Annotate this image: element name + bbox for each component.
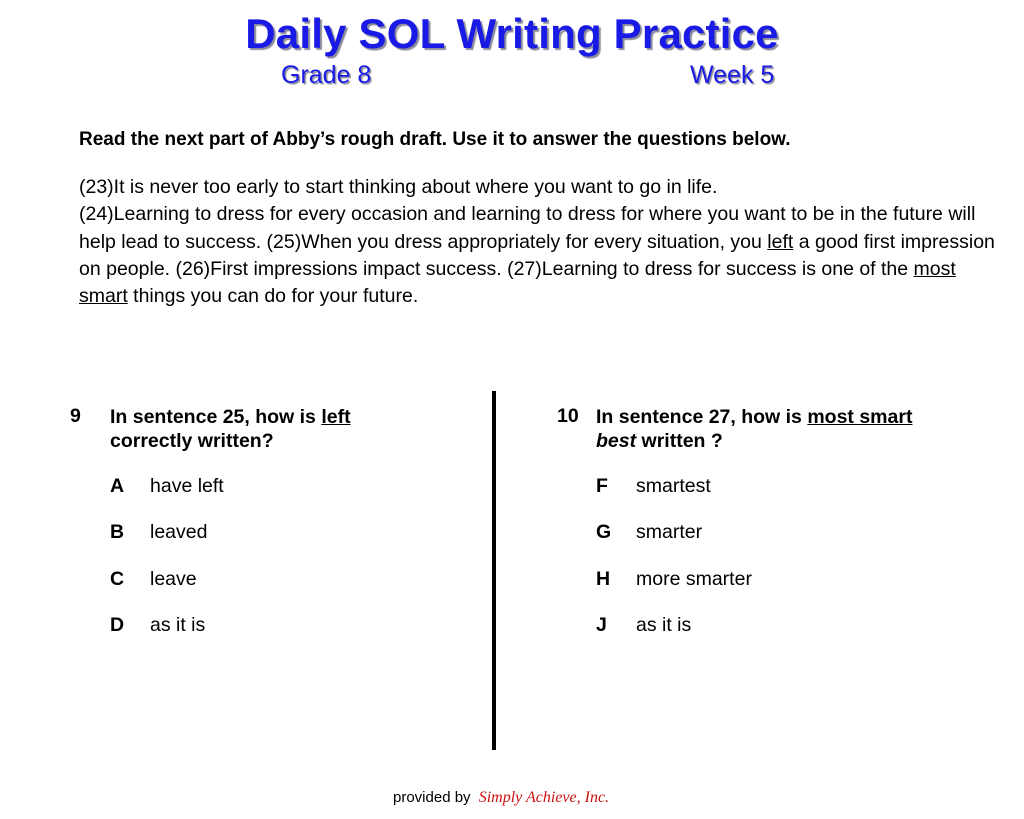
choice-text: leave [150, 568, 197, 590]
stem-text: correctly written? [110, 430, 274, 452]
rough-draft-passage [79, 174, 999, 310]
choice-letter: G [596, 521, 612, 543]
stem-underlined: left [321, 406, 351, 428]
passage-text: a good first impression on people. (26)First impressions impact success. (27)Learning to dress for success is one of the [79, 230, 995, 280]
instructions: Read the next part of Abby’s rough draft. Use it to answer the questions below. [79, 129, 791, 150]
choice-text: as it is [636, 614, 692, 636]
choice-text: as it is [150, 614, 206, 636]
stem-italic: best [596, 430, 637, 452]
provided-by-label: provided by [393, 789, 471, 806]
stem-text: In sentence 27, how is [596, 406, 808, 428]
question-stem [596, 405, 996, 453]
choice-letter: D [110, 614, 125, 636]
stem-underlined: most smart [807, 406, 913, 428]
week-label: Week 5 [690, 61, 775, 89]
choice-text: have left [150, 475, 224, 497]
question-number: 9 [70, 405, 81, 427]
choice-letter: B [110, 521, 125, 543]
brand-name: Simply Achieve, Inc. [478, 789, 610, 806]
passage-underlined-left: left [767, 230, 794, 253]
choice-text: smarter [636, 521, 703, 543]
choice-letter: F [596, 475, 608, 497]
choice-text: leaved [150, 521, 208, 543]
passage-text: (24)Learning to dress for every occasion and learning to dress for where you want to be in the future will help lead to success. (25)When you dress appropriately for every situation, you [79, 203, 976, 253]
passage-body [79, 201, 999, 310]
choice-text: more smarter [636, 568, 752, 590]
grade-label: Grade 8 [281, 61, 372, 89]
column-divider [492, 391, 496, 750]
choice-letter: J [596, 614, 607, 636]
stem-text: In sentence 25, how is [110, 406, 322, 428]
question-stem [110, 405, 470, 453]
choice-letter: A [110, 475, 125, 497]
choice-text: smartest [636, 475, 711, 497]
passage-underlined-most-smart: most smart [79, 257, 956, 308]
question-number: 10 [557, 405, 579, 427]
passage-sentence-23: (23)It is never too early to start thinking about where you want to go in life. [79, 176, 718, 198]
choice-letter: H [596, 568, 611, 590]
page-title: Daily SOL Writing Practice [245, 10, 779, 57]
stem-text: written ? [636, 430, 723, 452]
passage-text: things you can do for your future. [127, 285, 419, 308]
choice-letter: C [110, 568, 125, 590]
footer-credit [393, 789, 609, 807]
